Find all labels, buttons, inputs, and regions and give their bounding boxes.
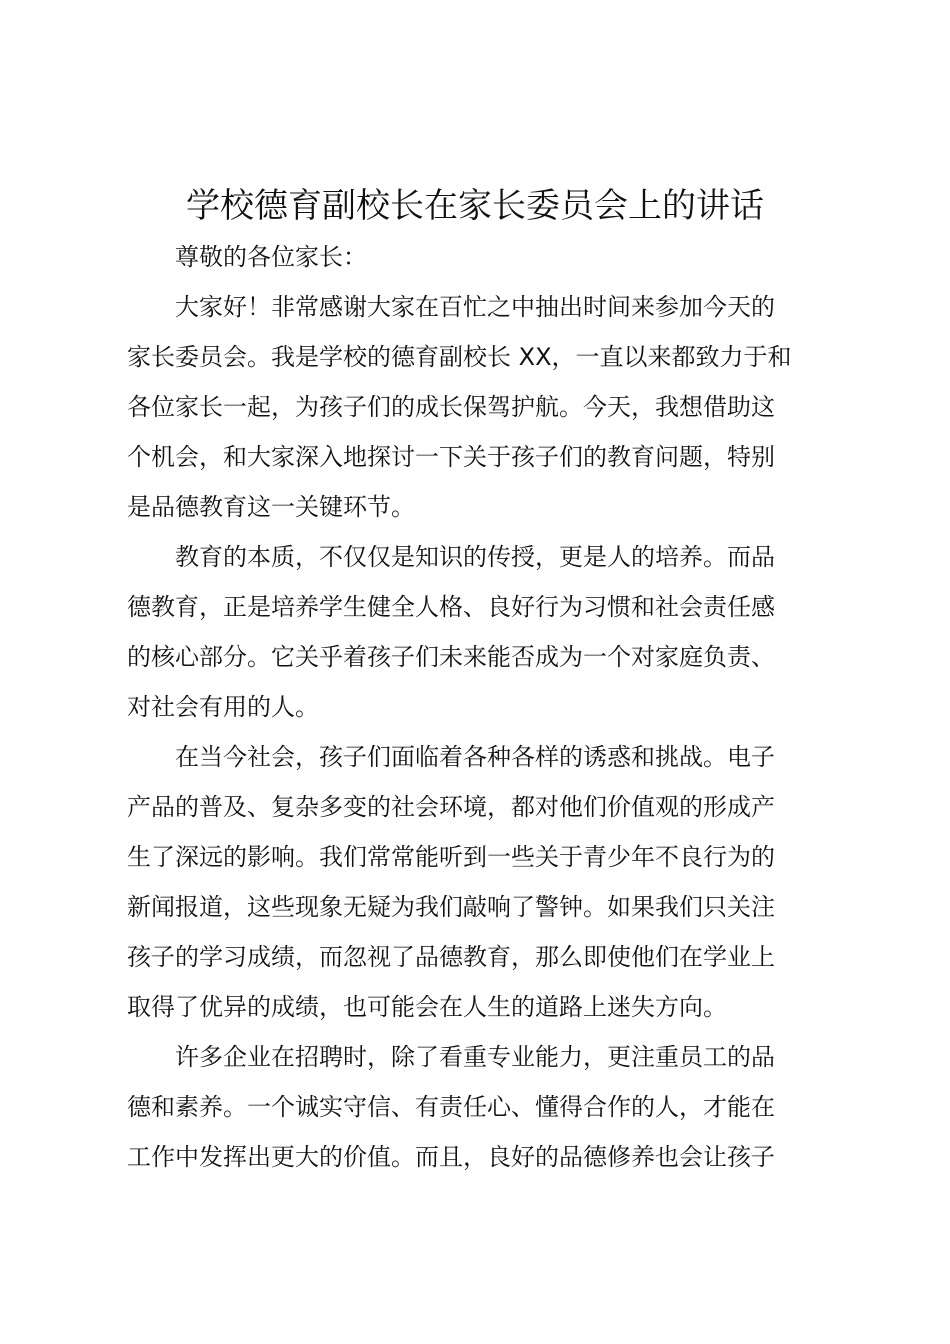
paragraph-line: 孩子的学习成绩，而忽视了品德教育，那么即使他们在学业上: [127, 943, 775, 971]
paragraph-line: 是品德教育这一关键环节。: [127, 493, 415, 521]
document-title: 学校德育副校长在家长委员会上的讲话: [186, 186, 764, 226]
paragraph-line: 取得了优异的成绩，也可能会在人生的道路上迷失方向。: [127, 993, 727, 1021]
paragraph-line: 个机会，和大家深入地探讨一下关于孩子们的教育问题，特别: [127, 443, 775, 471]
paragraph-line: 许多企业在招聘时，除了看重专业能力，更注重员工的品: [175, 1043, 775, 1071]
paragraph-line: 家长委员会。我是学校的德育副校长 XX，一直以来都致力于和: [127, 343, 792, 371]
paragraph-3: [127, 732, 837, 1032]
paragraph-1: [127, 282, 837, 532]
paragraph-2: [127, 532, 837, 732]
paragraph-line: 对社会有用的人。: [127, 693, 319, 721]
paragraph-line: 德教育，正是培养学生健全人格、良好行为习惯和社会责任感: [127, 593, 775, 621]
paragraph-line: 新闻报道，这些现象无疑为我们敲响了警钟。如果我们只关注: [127, 893, 775, 921]
salutation: 尊敬的各位家长：: [175, 243, 367, 271]
document-body: [127, 232, 837, 1182]
paragraph-line: 在当今社会，孩子们面临着各种各样的诱惑和挑战。电子: [175, 743, 775, 771]
paragraph-line: 各位家长一起，为孩子们的成长保驾护航。今天，我想借助这: [127, 393, 775, 421]
paragraph-4: [127, 1032, 837, 1182]
paragraph-line: 大家好！非常感谢大家在百忙之中抽出时间来参加今天的: [175, 293, 775, 321]
paragraph-line: 生了深远的影响。我们常常能听到一些关于青少年不良行为的: [127, 843, 775, 871]
paragraph-line: 产品的普及、复杂多变的社会环境，都对他们价值观的形成产: [127, 793, 775, 821]
paragraph-line: 德和素养。一个诚实守信、有责任心、懂得合作的人，才能在: [127, 1093, 775, 1121]
paragraph-line: 的核心部分。它关乎着孩子们未来能否成为一个对家庭负责、: [127, 643, 775, 671]
paragraph-line: 教育的本质，不仅仅是知识的传授，更是人的培养。而品: [175, 543, 775, 571]
paragraph-line: 工作中发挥出更大的价值。而且，良好的品德修养也会让孩子: [127, 1143, 775, 1171]
